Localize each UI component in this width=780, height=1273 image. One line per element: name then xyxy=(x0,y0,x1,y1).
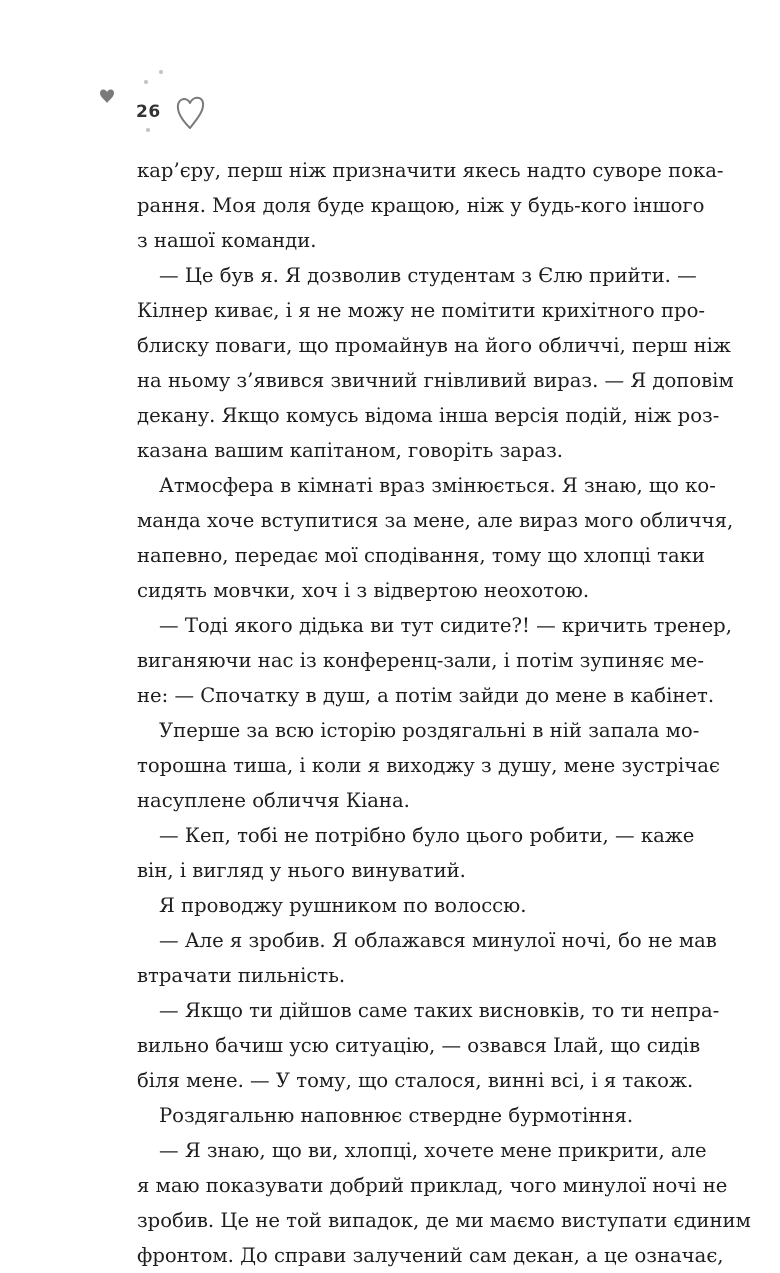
text-line: Я проводжу рушником по волоссю. xyxy=(159,894,527,917)
outline-heart-icon xyxy=(178,98,203,128)
body-text xyxy=(137,153,751,1273)
text-line: він, і вигляд у нього винуватий. xyxy=(137,859,466,882)
text-line: — Тоді якого дідька ви тут сидите?! — кричить тренер, xyxy=(159,614,732,637)
text-line: насуплене обличчя Кіана. xyxy=(137,789,410,812)
dots-icon xyxy=(144,70,163,132)
text-line: вильно бачиш усю ситуацію, — озвався Ілай, що сидів xyxy=(137,1034,701,1057)
text-line: я маю показувати добрий приклад, чого минулої ночі не xyxy=(137,1174,728,1197)
text-line: — Я знаю, що ви, хлопці, хочете мене прикрити, але xyxy=(159,1139,707,1162)
text-line: напевно, передає мої сподівання, тому що хлопці таки xyxy=(137,544,705,567)
text-line: з нашої команди. xyxy=(137,229,317,252)
text-line: фронтом. До справи залучений сам декан, а це означає, xyxy=(137,1244,724,1267)
text-line: — Це був я. Я дозволив студентам з Єлю прийти. — xyxy=(159,264,697,287)
text-line: казана вашим капітаном, говоріть зараз. xyxy=(137,439,563,462)
text-line: виганяючи нас із конференц-зали, і потім зупиняє ме- xyxy=(137,649,705,672)
text-line: Роздягальню наповнює ствердне бурмотіння. xyxy=(159,1104,634,1127)
text-line: — Якщо ти дійшов саме таких висновків, то ти непра- xyxy=(159,999,720,1022)
text-line: блиску поваги, що промайнув на його обличчі, перш ніж xyxy=(137,334,731,357)
text-line: не: — Спочатку в душ, а потім зайди до мене в кабінет. xyxy=(137,684,715,707)
text-line: Уперше за всю історію роздягальні в ній запала мо- xyxy=(159,719,700,742)
page-number: 26 xyxy=(136,102,161,122)
text-line: — Але я зробив. Я облажався минулої ночі, бо не мав xyxy=(159,929,717,952)
text-line: кар’єру, перш ніж призначити якесь надто суворе пока- xyxy=(137,159,724,182)
text-line: зробив. Це не той випадок, де ми маємо виступати єдиним xyxy=(137,1209,751,1232)
filled-heart-icon xyxy=(100,89,114,103)
text-line: втрачати пильність. xyxy=(137,964,346,987)
text-line: манда хоче вступитися за мене, але вираз мого обличчя, xyxy=(137,509,734,532)
text-line: торошна тиша, і коли я виходжу з душу, мене зустрічає xyxy=(137,754,720,777)
text-line: — Кеп, тобі не потрібно було цього робити, — каже xyxy=(159,824,695,847)
text-line: рання. Моя доля буде кращою, ніж у будь-кого іншого xyxy=(137,194,705,217)
heart-ornament xyxy=(96,64,226,144)
text-line: на ньому з’явився звичний гнівливий вираз. — Я доповім xyxy=(137,369,734,392)
text-line: Кілнер киває, і я не можу не помітити крихітного про- xyxy=(137,299,705,322)
text-line: Атмосфера в кімнаті враз змінюється. Я знаю, що ко- xyxy=(159,474,716,497)
text-line: сидять мовчки, хоч і з відвертою неохотою. xyxy=(137,579,590,602)
text-line: біля мене. — У тому, що сталося, винні всі, і я також. xyxy=(137,1069,694,1092)
text-line: декану. Якщо комусь відома інша версія подій, ніж роз- xyxy=(137,404,720,427)
page-header xyxy=(96,64,226,144)
